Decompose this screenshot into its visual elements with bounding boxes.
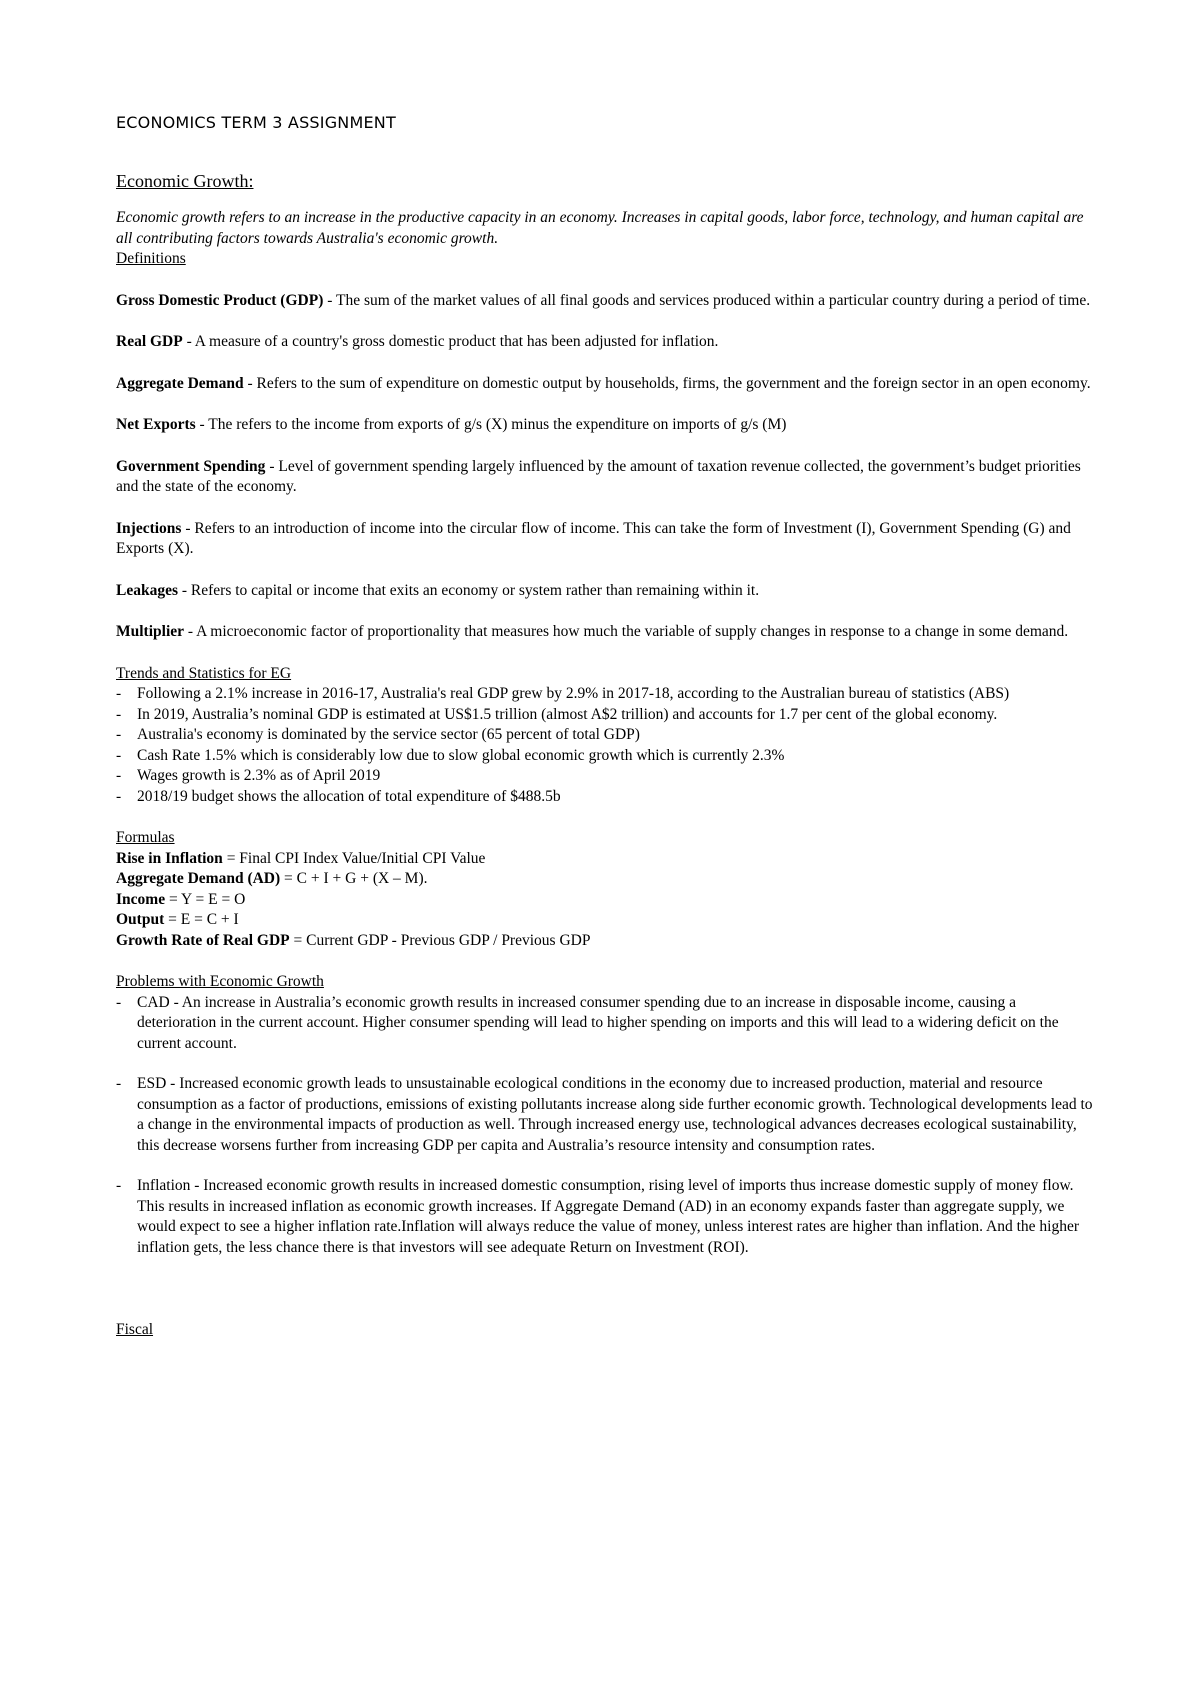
formula-text: = Y = E = O	[165, 890, 246, 908]
document-content	[116, 112, 1096, 1341]
document-title: ECONOMICS TERM 3 ASSIGNMENT	[116, 113, 396, 132]
definition-item	[116, 291, 1096, 312]
formula-text: = C + I + G + (X – M).	[280, 870, 428, 887]
definition-term: Net Exports	[116, 416, 196, 433]
definition-separator: -	[178, 581, 191, 599]
trends-list	[116, 684, 1096, 807]
definition-text: Refers to the sum of expenditure on domestic output by households, firms, the government and the foreign sector in an open economy.	[256, 374, 1091, 392]
formula-term: Growth Rate of Real GDP	[116, 931, 290, 949]
definition-separator: -	[265, 457, 279, 475]
definition-text: Level of government spending largely influenced by the amount of taxation revenue collected, the government’s budget priorities and the state of the economy.	[116, 457, 1081, 495]
list-item: - Australia's economy is dominated by the service sector (65 percent of total GDP)	[116, 725, 1096, 746]
list-item: - Cash Rate 1.5% which is considerably low due to slow global economic growth which is currently 2.3%	[116, 746, 1096, 767]
formula-text: = Current GDP - Previous GDP / Previous GDP	[289, 931, 591, 949]
list-item: - In 2019, Australia’s nominal GDP is estimated at US$1.5 trillion (almost A$2 trillion) and accounts for 1.7 per cent of the global economy.	[116, 705, 1096, 726]
list-item: - Following a 2.1% increase in 2016-17, Australia's real GDP grew by 2.9% in 2017-18, according to the Australian bureau of statistics (ABS)	[116, 684, 1096, 705]
definition-term: Aggregate Demand	[116, 374, 244, 392]
trends-heading: Trends and Statistics for EG	[116, 664, 292, 682]
definition-text: Refers to capital or income that exits an economy or system rather than remaining within it.	[190, 581, 760, 599]
list-item: - 2018/19 budget shows the allocation of total expenditure of $488.5b	[116, 787, 1096, 808]
formula-text: = E = C + I	[164, 911, 239, 928]
formulas-heading: Formulas	[116, 829, 175, 846]
definition-text: Refers to an introduction of income into the circular flow of income. This can take the form of Investment (I), Government Spending (G) and Exports (X).	[116, 519, 1071, 557]
formula-term: Income	[116, 890, 166, 908]
problems-section	[116, 972, 1096, 1258]
definition-text: A microeconomic factor of proportionality that measures how much the variable of supply changes in response to a change in some demand.	[196, 623, 1069, 640]
definition-item	[116, 457, 1096, 498]
definition-separator: -	[243, 374, 257, 392]
intro-paragraph: Economic growth refers to an increase in the productive capacity in an economy. Increases in capital goods, labor force, technology, and human capital are all contributing factors towards Australia's economic growth.	[116, 209, 1084, 247]
definition-term: Leakages	[116, 581, 178, 599]
formula-term: Rise in Inflation	[116, 849, 223, 867]
definition-term: Real GDP	[116, 333, 183, 350]
formula-text: = Final CPI Index Value/Initial CPI Value	[222, 849, 486, 867]
definitions-list	[116, 291, 1096, 643]
list-item: - Inflation - Increased economic growth results in increased domestic consumption, rising level of imports thus increase domestic supply of money flow. This results in increased inflation as economic growth increases. If Aggregate Demand (AD) in an economy expands faster than aggregate supply, we would expect to see a higher inflation rate.Inflation will always reduce the value of money, unless interest rates are higher than inflation. And the higher inflation gets, the less chance there is that investors will see adequate Return on Investment (ROI).	[116, 1176, 1096, 1258]
formula-term: Output	[116, 911, 165, 928]
definition-term: Gross Domestic Product (GDP)	[116, 291, 324, 309]
trends-section	[116, 664, 1096, 808]
formula-item	[116, 869, 1096, 890]
definition-item	[116, 519, 1096, 560]
definition-separator: -	[195, 416, 209, 433]
formula-item	[116, 849, 1096, 870]
list-item: - ESD - Increased economic growth leads to unsustainable ecological conditions in the economy due to increased production, material and resource consumption as a factor of productions, emissions of existing pollutants increase along side further economic growth. Technological developments lead to a change in the environmental impacts of production as well. Through increased energy use, technological advances decreases ecological sustainability, this decrease worsens further from increasing GDP per capita and Australia’s resource intensity and consumption rates.	[116, 1074, 1096, 1156]
list-item: - CAD - An increase in Australia’s economic growth results in increased consumer spending due to an increase in disposable income, causing a deterioration in the current account. Higher consumer spending will lead to higher spending on imports and this will lead to a widering deficit on the current account.	[116, 993, 1096, 1055]
definition-separator: -	[181, 519, 195, 537]
section-heading-economic-growth: Economic Growth:	[116, 171, 254, 191]
definition-item	[116, 415, 1096, 436]
definition-item	[116, 622, 1096, 643]
problems-heading: Problems with Economic Growth	[116, 973, 324, 990]
definition-text: The sum of the market values of all final goods and services produced within a particular country during a period of time.	[336, 291, 1091, 309]
problems-list	[116, 993, 1096, 1259]
formula-item	[116, 931, 1096, 952]
fiscal-heading: Fiscal	[116, 1321, 154, 1338]
definition-separator: -	[182, 333, 195, 350]
formulas-section	[116, 828, 1096, 951]
definitions-heading: Definitions	[116, 250, 186, 267]
list-item: - Wages growth is 2.3% as of April 2019	[116, 766, 1096, 787]
definition-term: Injections	[116, 519, 182, 537]
definition-text: A measure of a country's gross domestic product that has been adjusted for inflation.	[194, 333, 719, 350]
definition-text: The refers to the income from exports of g/s (X) minus the expenditure on imports of g/s (M)	[208, 416, 787, 433]
formula-item	[116, 910, 1096, 931]
formula-term: Aggregate Demand (AD)	[116, 870, 281, 887]
definition-item	[116, 581, 1096, 602]
definition-term: Government Spending	[116, 457, 266, 475]
definition-term: Multiplier	[116, 623, 185, 640]
definition-item	[116, 332, 1096, 353]
formula-item	[116, 890, 1096, 911]
definition-item	[116, 374, 1096, 395]
definition-separator: -	[323, 291, 336, 309]
definition-separator: -	[184, 623, 197, 640]
